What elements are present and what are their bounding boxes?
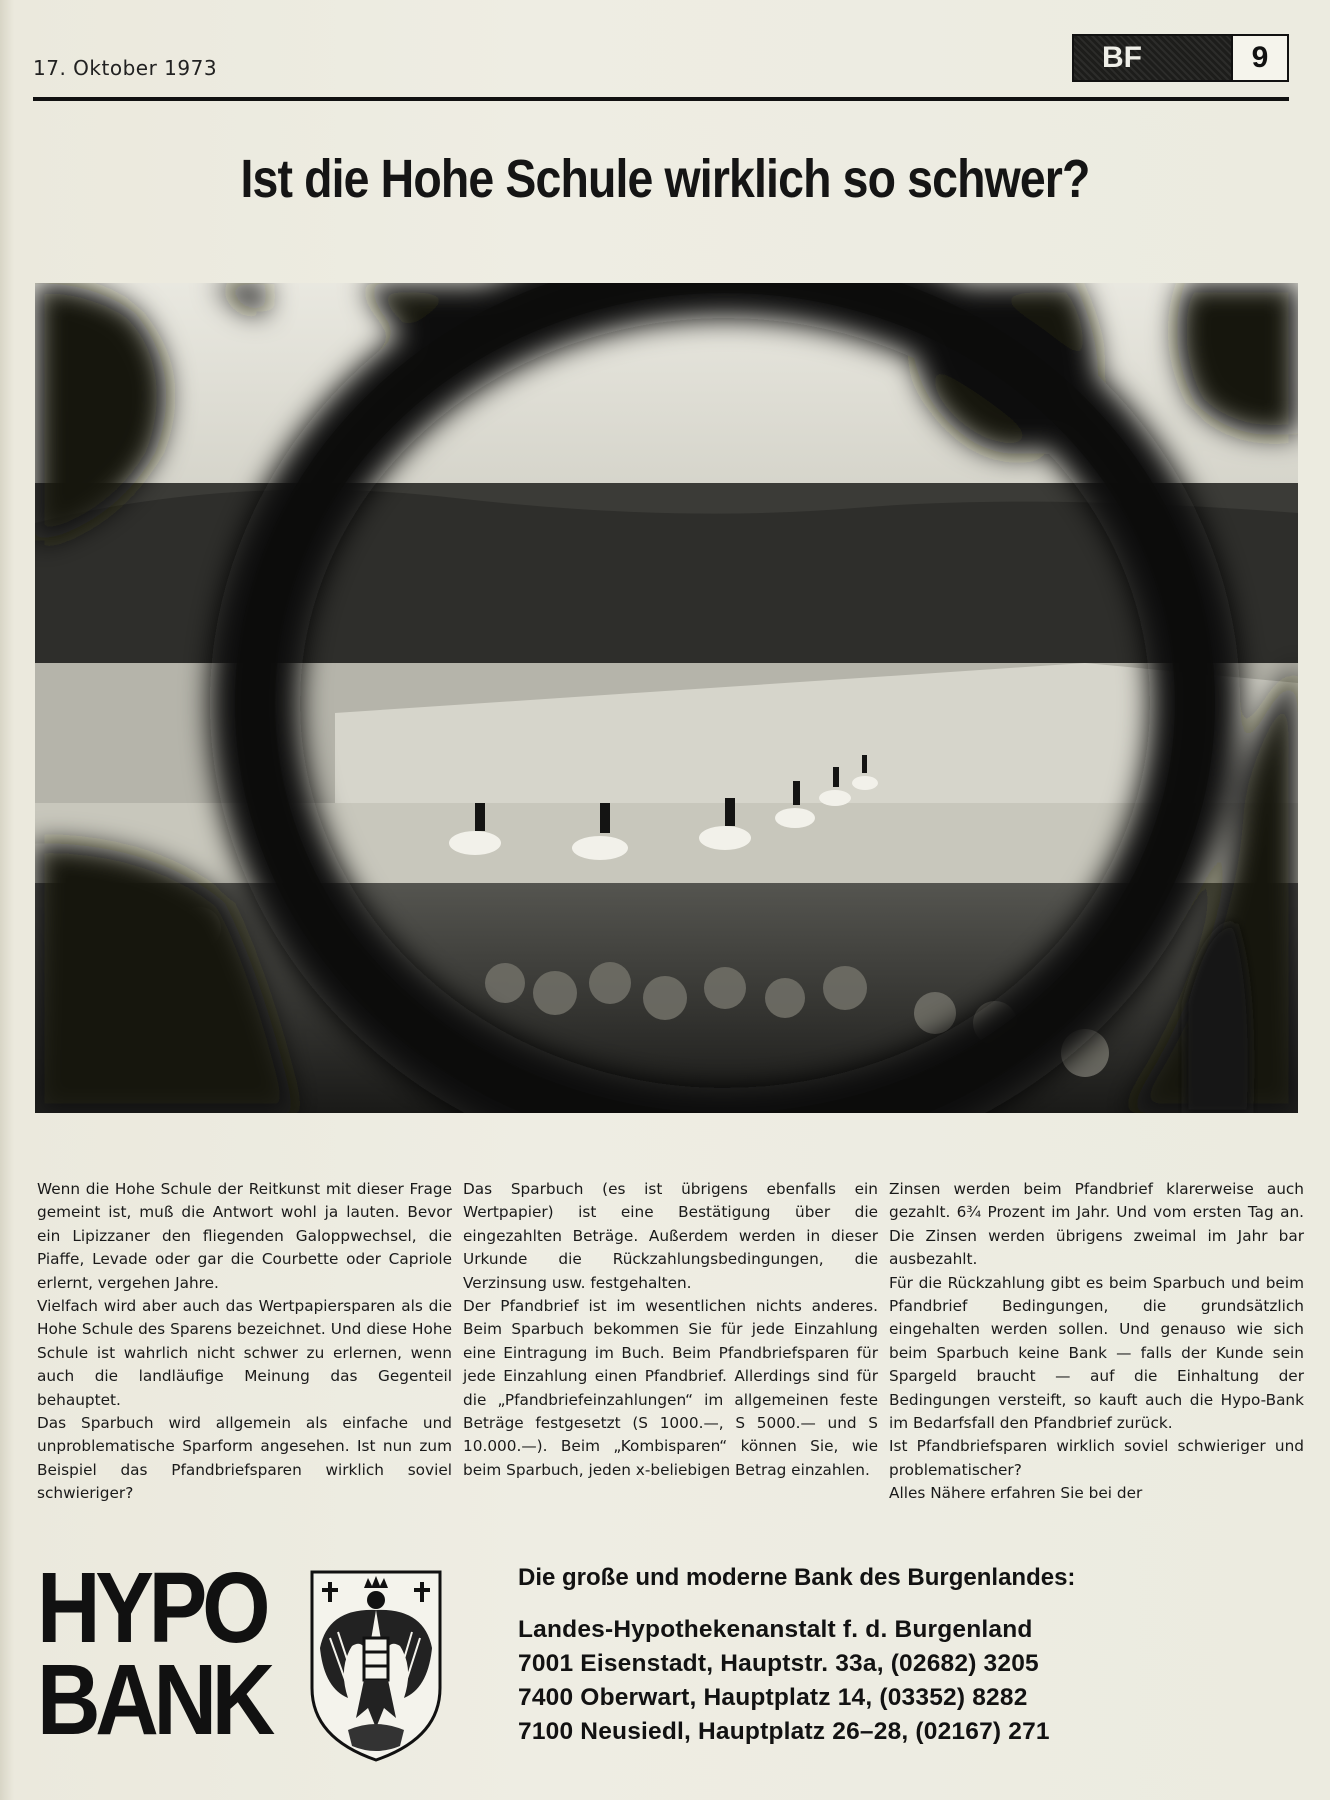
section-badge xyxy=(1072,34,1289,82)
bank-address-block xyxy=(518,1562,1078,1749)
issue-date: 17. Oktober 1973 xyxy=(33,56,218,80)
branch-eisenstadt: 7001 Eisenstadt, Hauptstr. 33a, (02682) 3205 xyxy=(518,1650,1039,1677)
logo-word-hypo: HYPO xyxy=(37,1552,266,1664)
logo-word-bank: BANK xyxy=(37,1644,271,1756)
branch-neusiedl: 7100 Neusiedl, Hauptplatz 26–28, (02167) 271 xyxy=(518,1718,1050,1745)
paragraph: Der Pfandbrief ist im wesentlichen nichts anderes. Beim Sparbuch bekommen Sie für jede Einzahlung eine Eintragung im Buch. Beim Pfandbriefsparen für jede Einzahlung einen Pfandbrief. Allerdings sind für die „Pfandbriefeinzahlungen“ im allgemeinen feste Beträge festgesetzt (S 1000.—, S 5000.— und S 10.000.—). Beim „Kombisparen“ können Sie, wie beim Sparbuch, jeden x-beliebigen Betrag einzahlen. xyxy=(463,1297,878,1479)
branch-oberwart: 7400 Oberwart, Hauptplatz 14, (03352) 8282 xyxy=(518,1684,1028,1711)
paragraph: Alles Nähere erfahren Sie bei der xyxy=(889,1484,1143,1503)
paragraph: Das Sparbuch (es ist übrigens ebenfalls ein Wertpapier) ist eine Bestätigung über die eingezahlten Beträge. Außerdem werden in dieser Urkunde die Rückzahlungsbedingungen, die Verzinsung usw. festgehalten. xyxy=(463,1180,878,1292)
body-text xyxy=(37,1178,1304,1508)
burgenland-crest-icon xyxy=(308,1568,444,1764)
bank-tagline: Die große und moderne Bank des Burgenlandes: xyxy=(518,1564,1076,1591)
paragraph: Vielfach wird aber auch das Wertpapiersparen als die Hohe Schule des Sparens bezeichnet. Und diese Hohe Schule ist wahrlich nicht schwer zu erlernen, wenn auch die landläufige Meinung das Gegenteil behauptet. xyxy=(37,1297,452,1409)
text-column-1 xyxy=(37,1178,452,1506)
riding-school-photo xyxy=(35,283,1298,1113)
text-column-3 xyxy=(889,1178,1304,1506)
page-number: 9 xyxy=(1231,36,1287,80)
header-rule xyxy=(33,97,1289,101)
section-label: BF xyxy=(1074,36,1231,80)
paragraph: Zinsen werden beim Pfandbrief klarerweise auch gezahlt. 6¾ Prozent im Jahr. Und vom ersten Tag an. Die Zinsen werden übrigens zweimal im Jahr bar ausbezahlt. xyxy=(889,1180,1304,1269)
hypo-bank-logo xyxy=(37,1552,297,1762)
paragraph: Das Sparbuch wird allgemein als einfache und unproblematische Sparform angesehen. Ist nun zum Beispiel das Pfandbriefsparen wirklich soviel schwieriger? xyxy=(37,1414,452,1503)
spacer xyxy=(518,1593,1078,1613)
paragraph: Ist Pfandbriefsparen wirklich soviel schwieriger und problematischer? xyxy=(889,1437,1304,1479)
paragraph: Wenn die Hohe Schule der Reitkunst mit dieser Frage gemeint ist, muß die Antwort wohl ja lauten. Bevor ein Lipizzaner den fliegenden Galoppwechsel, die Piaffe, Levade oder gar die Courbette oder Capriole erlernt, vergehen Jahre. xyxy=(37,1180,452,1292)
headline: Ist die Hohe Schule wirklich so schwer? xyxy=(240,149,1090,209)
paragraph: Für die Rückzahlung gibt es beim Sparbuch und beim Pfandbrief Bedingungen, die grundsätzlich eingehalten werden sollen. Und genauso wie sich beim Sparbuch keine Bank — falls der Kunde sein Spargeld braucht — auf die Einhaltung der Bedingungen versteift, so kauft auch die Hypo-Bank im Bedarfsfall den Pfandbrief zurück. xyxy=(889,1273,1304,1433)
text-column-2 xyxy=(463,1178,878,1482)
advert-photo xyxy=(35,283,1298,1113)
institution-name: Landes-Hypothekenanstalt f. d. Burgenland xyxy=(518,1616,1033,1643)
